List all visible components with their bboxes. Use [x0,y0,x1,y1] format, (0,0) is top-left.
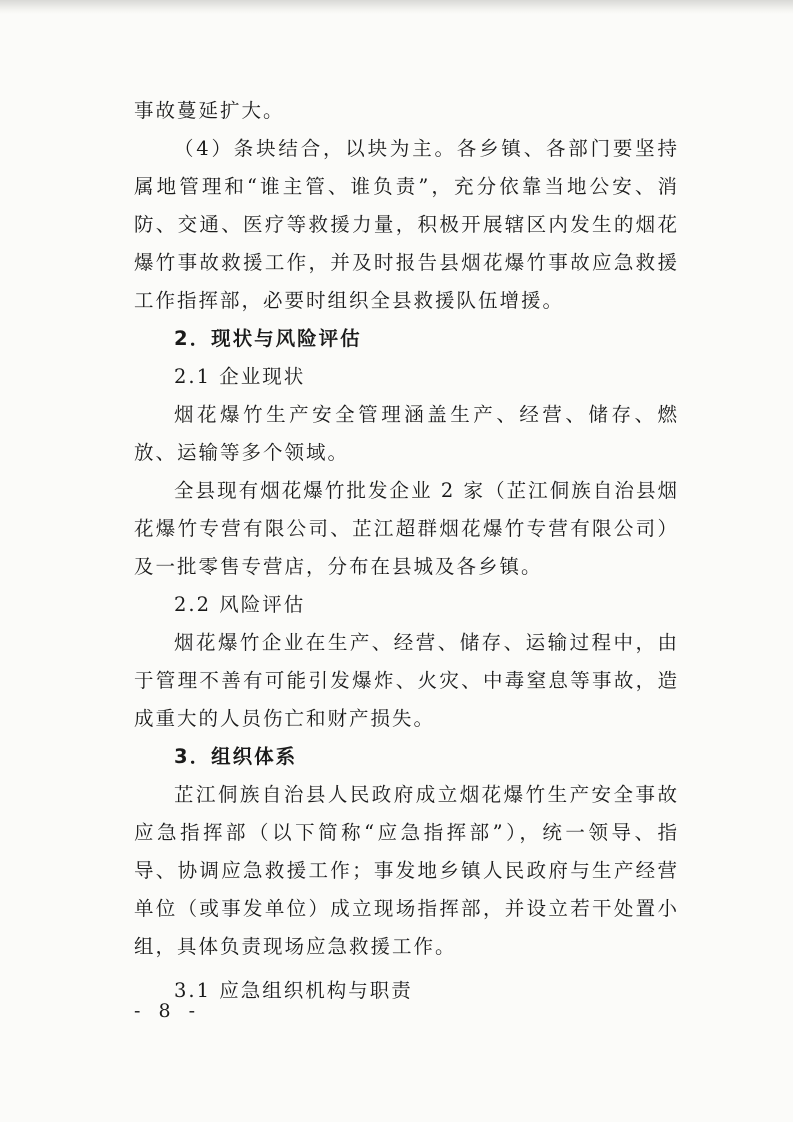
section-heading-3: 3．组织体系 [174,745,298,768]
subsection-heading-2-2: 2.2 风险评估 [174,593,306,616]
page-number: - 8 - [134,1000,202,1022]
document-body [134,92,679,1010]
paragraph-risk: 烟花爆竹企业在生产、经营、储存、运输过程中，由于管理不善有可能引发爆炸、火灾、中毒窒息等事故，造成重大的人员伤亡和财产损失。 [134,631,679,730]
paragraph-scope: 烟花爆竹生产安全管理涵盖生产、经营、储存、燃放、运输等多个领域。 [134,403,679,464]
section-heading-2: 2．现状与风险评估 [174,327,362,350]
subsection-heading-2-1: 2.1 企业现状 [174,365,306,388]
paragraph-organization: 芷江侗族自治县人民政府成立烟花爆竹生产安全事故应急指挥部（以下简称“应急指挥部”），统一领导、指导、协调应急救援工作；事发地乡镇人民政府与生产经营单位（或事发单位）成立现场指挥部，并设立若干处置小组，具体负责现场应急救援工作。 [134,783,679,958]
paragraph-enterprises: 全县现有烟花爆竹批发企业 2 家（芷江侗族自治县烟花爆竹专营有限公司、芷江超群烟花爆竹专营有限公司）及一批零售专营店，分布在县城及各乡镇。 [134,479,679,578]
paragraph-principle-4: （4）条块结合，以块为主。各乡镇、各部门要坚持属地管理和“谁主管、谁负责”，充分依靠当地公安、消防、交通、医疗等救援力量，积极开展辖区内发生的烟花爆竹事故救援工作，并及时报告县烟花爆竹事故应急救援工作指挥部，必要时组织全县救援队伍增援。 [134,137,679,312]
paragraph-continuation: 事故蔓延扩大。 [134,99,285,122]
subsection-heading-3-1: 3.1 应急组织机构与职责 [174,979,413,1002]
scan-edge [0,0,793,14]
